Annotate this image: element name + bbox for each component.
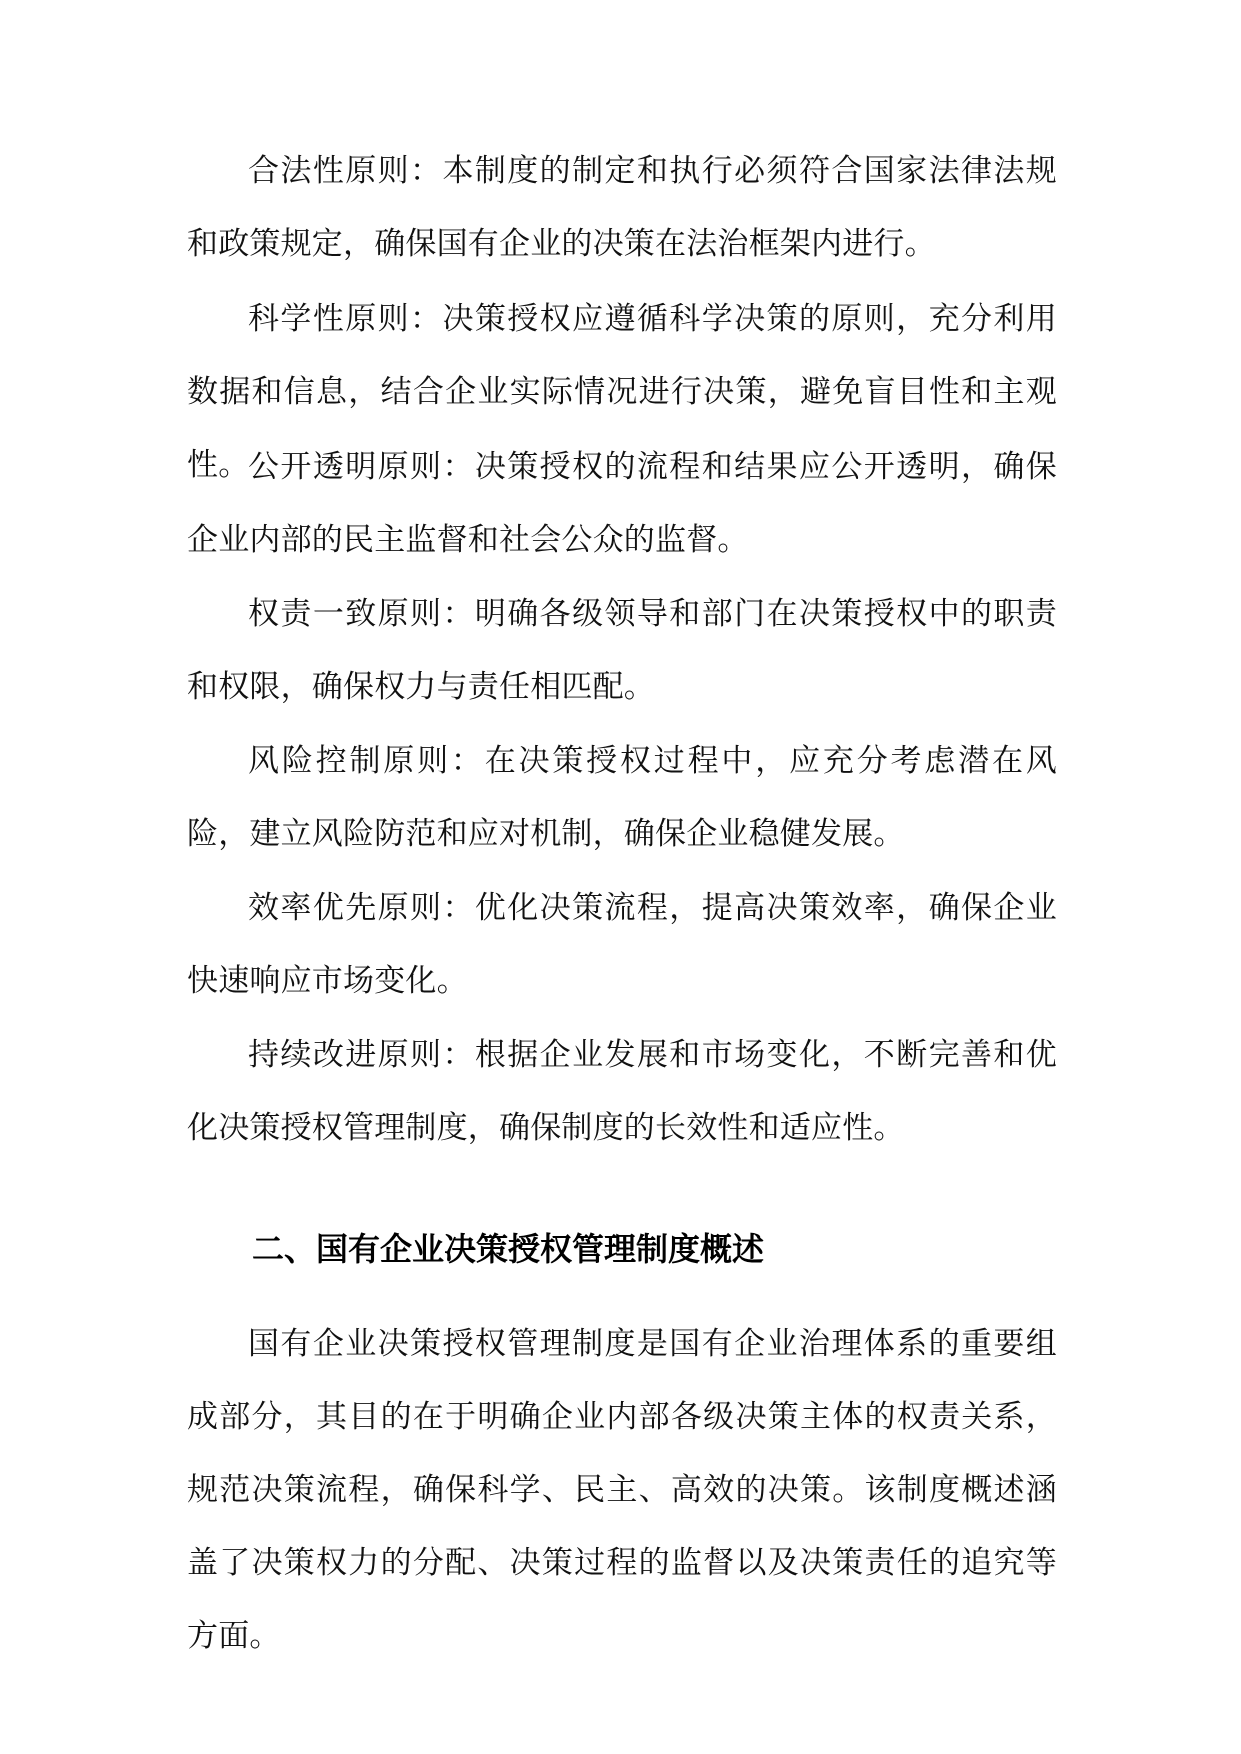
- principle-scientific-paragraph: 科学性原则：决策授权应遵循科学决策的原则，充分利用数据和信息，结合企业实际情况进行决策，避免盲目性和主观性。: [187, 301, 1057, 483]
- principle-continuous-improvement-paragraph: 持续改进原则：根据企业发展和市场变化，不断完善和优化决策授权管理制度，确保制度的长效性和适应性。: [187, 1037, 1057, 1146]
- principle-efficiency-paragraph: 效率优先原则：优化决策流程，提高决策效率，确保企业快速响应市场变化。: [187, 890, 1057, 999]
- principle-accountability-paragraph: 权责一致原则：明确各级领导和部门在决策授权中的职责和权限，确保权力与责任相匹配。: [187, 596, 1057, 705]
- section-overview-paragraph: 国有企业决策授权管理制度是国有企业治理体系的重要组成部分，其目的在于明确企业内部各级决策主体的权责关系，规范决策流程，确保科学、民主、高效的决策。该制度概述涵盖了决策权力的分配、决策过程的监督以及决策责任的追究等方面。: [187, 1326, 1057, 1654]
- principle-transparency-paragraph: 公开透明原则：决策授权的流程和结果应公开透明，确保企业内部的民主监督和社会公众的监督。: [187, 449, 1057, 558]
- principle-legality-paragraph: 合法性原则：本制度的制定和执行必须符合国家法律法规和政策规定，确保国有企业的决策在法治框架内进行。: [187, 153, 1057, 262]
- section-heading: 二、国有企业决策授权管理制度概述: [252, 1230, 765, 1268]
- principle-risk-control-paragraph: 风险控制原则：在决策授权过程中，应充分考虑潜在风险，建立风险防范和应对机制，确保企业稳健发展。: [187, 743, 1057, 852]
